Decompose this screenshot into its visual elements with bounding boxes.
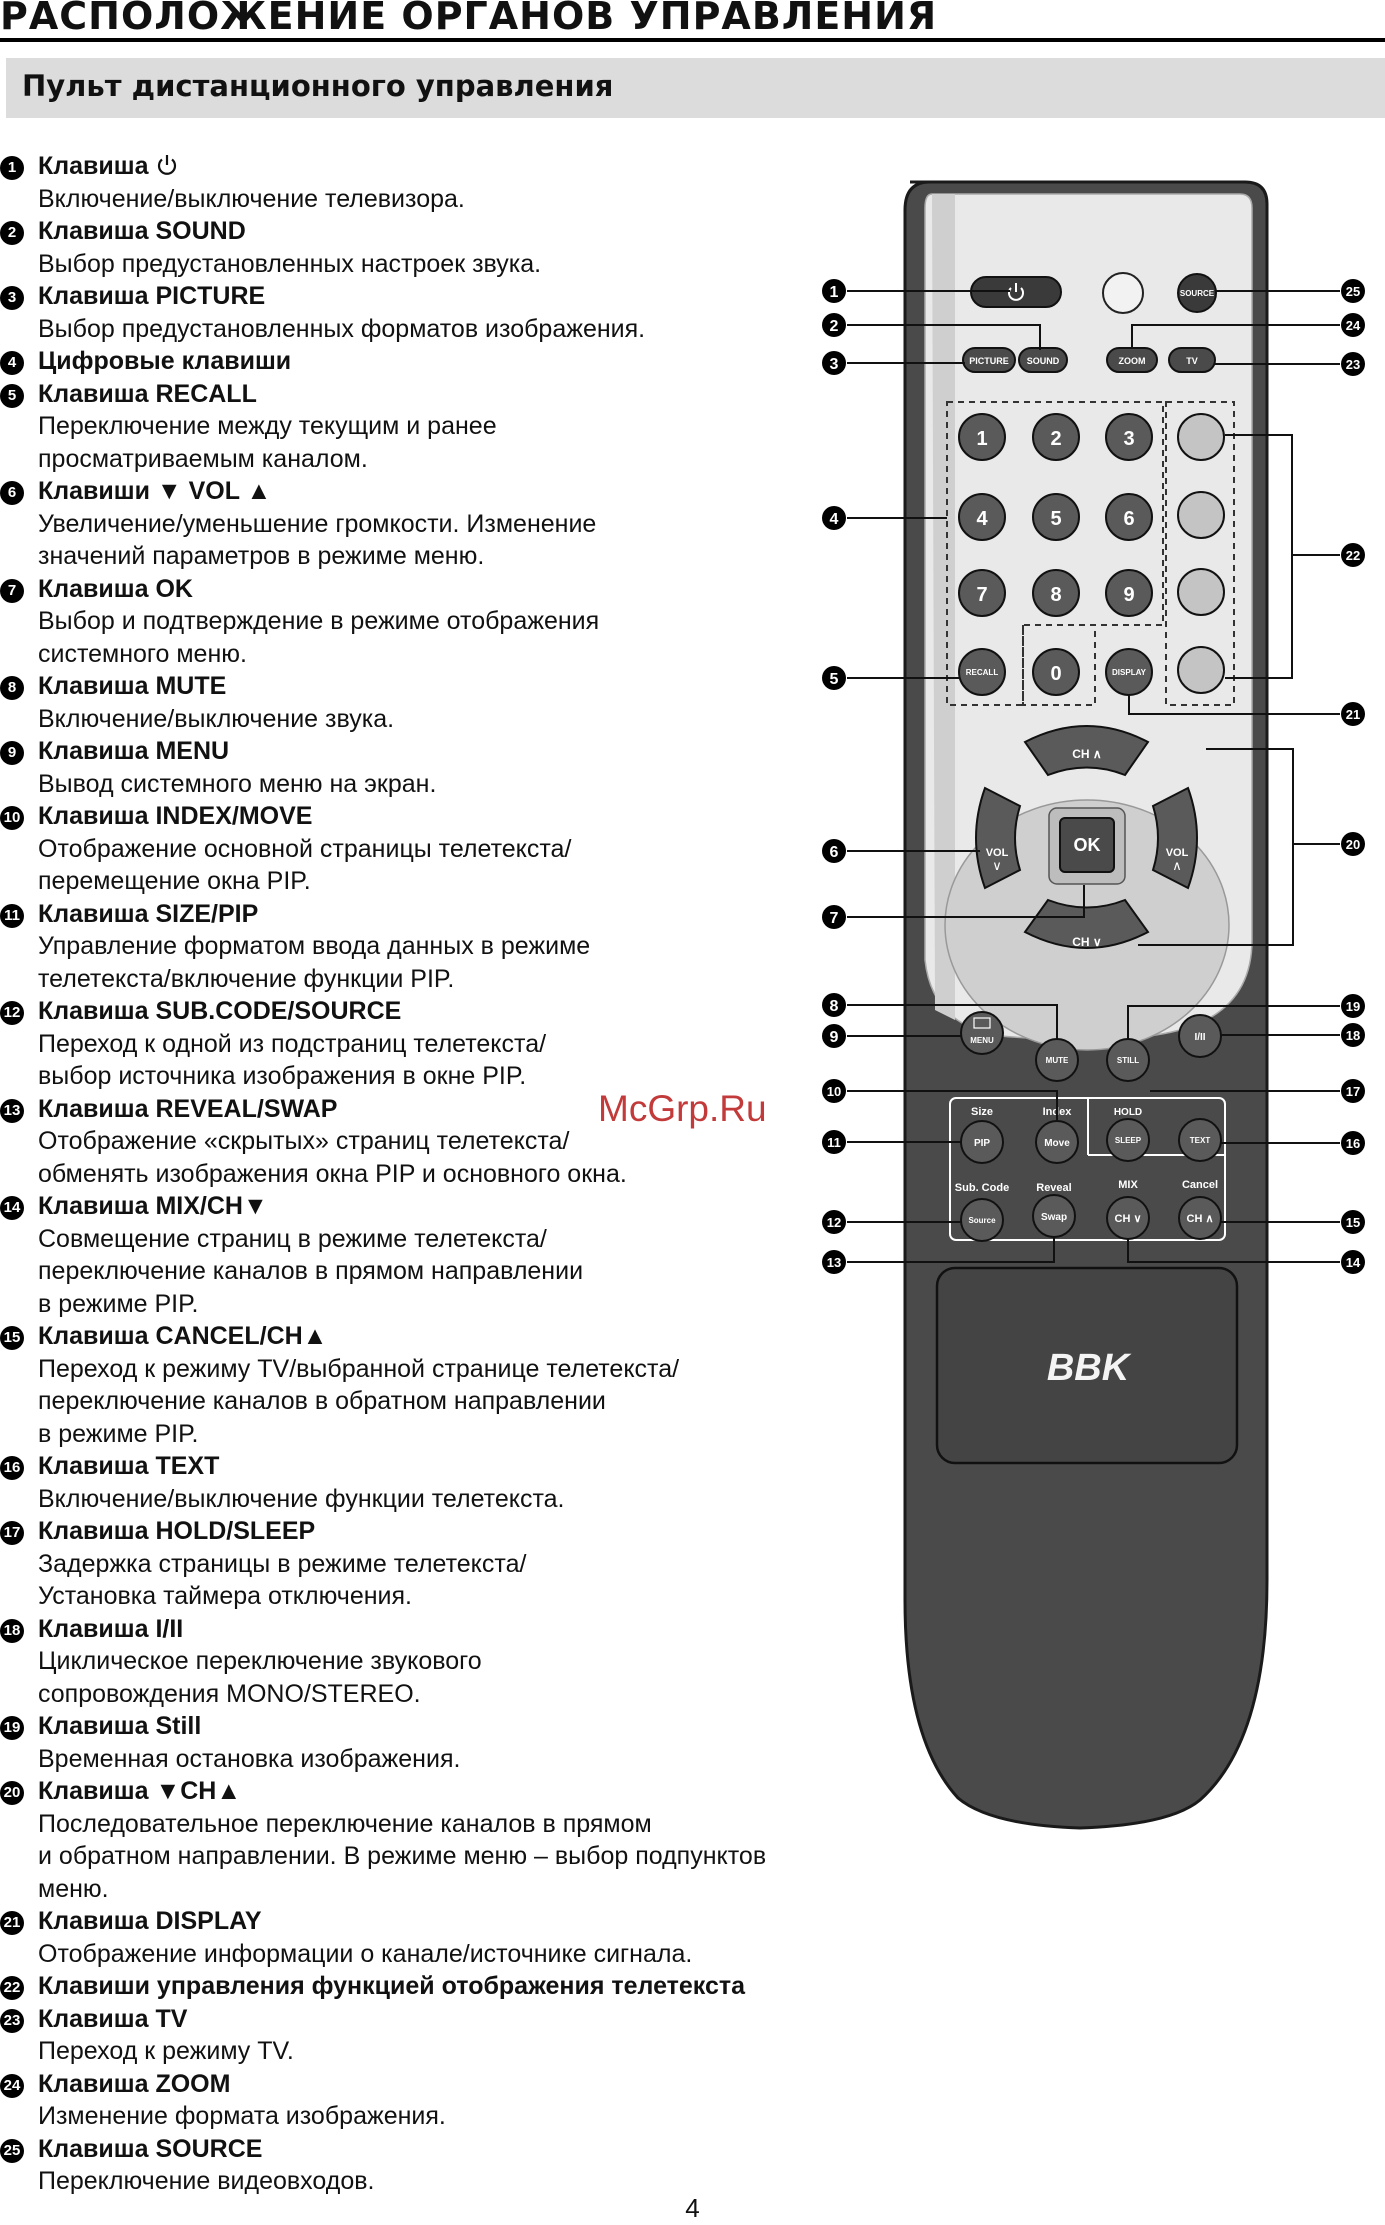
digit-7-label: 7: [976, 584, 988, 606]
digit-3-label: 3: [1123, 428, 1135, 450]
item-desc: Переход к режиму TV/выбранной странице телетекста/ переключение каналов в обратном направлении в режиме PIP.: [38, 1354, 680, 1448]
digit-1-label: 1: [976, 428, 988, 450]
pip-ch-down-label: CH ∨: [1114, 1213, 1142, 1225]
item-number: 17: [0, 1521, 24, 1545]
callout-12: 12: [826, 1215, 842, 1230]
vol-up-chevron-icon: ∧: [1172, 858, 1182, 873]
recall-label: RECALL: [965, 668, 999, 677]
item-title: Клавиша OK: [38, 574, 193, 603]
callout-24: 24: [1345, 318, 1361, 333]
list-item: [0, 1905, 820, 1970]
item-title: Клавиши управления функцией отображения телетекста: [38, 1972, 746, 2000]
controls-list: [0, 150, 820, 2198]
page-title: РАСПОЛОЖЕНИЕ ОРГАНОВ УПРАВЛЕНИЯ: [0, 0, 938, 38]
callout-8: 8: [829, 998, 839, 1015]
item-number: 8: [0, 676, 24, 700]
index-label: Index: [1042, 1106, 1072, 1118]
list-item: [0, 2003, 820, 2068]
pip-label: PIP: [973, 1138, 991, 1149]
teletext-button-4[interactable]: [1178, 647, 1224, 693]
list-item: [0, 670, 820, 735]
item-title: Клавиша MUTE: [38, 672, 227, 700]
item-desc: Циклическое переключение звукового сопровождения MONO/STEREO.: [38, 1647, 482, 1708]
blank-top-button[interactable]: [1103, 273, 1143, 313]
item-desc: Вывод системного меню на экран.: [38, 769, 437, 798]
watermark: McGrp.Ru: [598, 1088, 767, 1129]
list-item: [0, 1450, 820, 1515]
tv-label: TV: [1186, 356, 1198, 366]
item-title: Клавиши ▼ VOL ▲: [38, 477, 272, 505]
swap-label: Swap: [1040, 1212, 1068, 1223]
item-number: 1: [0, 156, 24, 180]
item-title: Клавиша SUB.CODE/SOURCE: [38, 997, 402, 1025]
display-label: DISPLAY: [1112, 668, 1146, 677]
item-desc: Выбор предустановленных форматов изображения.: [38, 314, 646, 343]
title-rule: [0, 38, 1385, 42]
item-title: Клавиша ▼CH▲: [38, 1777, 242, 1805]
item-title: Клавиша I/II: [38, 1614, 184, 1643]
item-desc: Временная остановка изображения.: [38, 1744, 461, 1773]
menu-label: MENU: [970, 1036, 994, 1045]
list-item: [0, 2133, 820, 2198]
section-header-bar: [6, 58, 1385, 118]
callout-19: 19: [1345, 999, 1361, 1014]
digit-4-label: 4: [976, 508, 988, 530]
item-number: 15: [0, 1326, 24, 1350]
item-desc: Включение/выключение телевизора.: [38, 184, 465, 213]
list-item: [0, 800, 820, 898]
item-number: 11: [0, 904, 24, 928]
picture-label: PICTURE: [969, 356, 1009, 366]
callout-13: 13: [826, 1255, 842, 1270]
item-title: Клавиша RECALL: [38, 379, 257, 408]
item-number: 10: [0, 806, 24, 830]
item-number: 3: [0, 286, 24, 310]
callout-1: 1: [829, 284, 839, 301]
item-desc: Переход к одной из подстраниц телетекста/ выбор источника изображения в окне PIP.: [38, 1029, 547, 1090]
hold-label: HOLD: [1113, 1107, 1143, 1118]
i-ii-label: I/II: [1194, 1032, 1206, 1043]
teletext-button-3[interactable]: [1178, 569, 1224, 615]
callout-17: 17: [1345, 1084, 1361, 1099]
list-item: [0, 573, 820, 671]
item-title: Клавиша SOURCE: [38, 2134, 263, 2163]
list-item: [0, 1775, 820, 1905]
text-label: TEXT: [1189, 1136, 1211, 1145]
cancel-label: Cancel: [1181, 1179, 1219, 1191]
item-number: 7: [0, 579, 24, 603]
item-number: 20: [0, 1781, 24, 1805]
item-title: Клавиша TV: [38, 2004, 188, 2033]
source-label: SOURCE: [1179, 289, 1215, 298]
callout-10: 10: [826, 1084, 842, 1099]
item-desc: Управление форматом ввода данных в режиме телетекста/включение функции PIP.: [38, 932, 591, 993]
move-label: Move: [1044, 1138, 1070, 1149]
item-title: Клавиша ZOOM: [38, 2069, 231, 2098]
vol-down-button[interactable]: [976, 788, 1020, 888]
callout-5: 5: [829, 671, 839, 688]
list-item: [0, 898, 820, 996]
item-desc: Последовательное переключение каналов в прямом и обратном направлении. В режиме меню – выбор подпунктов меню.: [38, 1809, 767, 1903]
digit-8-label: 8: [1050, 584, 1062, 606]
power-icon: [155, 153, 179, 177]
callout-11: 11: [827, 1135, 841, 1150]
callout-9: 9: [829, 1029, 839, 1046]
item-number: 14: [0, 1196, 24, 1220]
bbk-logo: BBK: [1046, 1347, 1130, 1389]
list-item: [0, 995, 820, 1093]
item-number: 21: [0, 1911, 24, 1935]
item-desc: Переключение видеовходов.: [38, 2167, 375, 2195]
sub-code-label: Sub. Code: [954, 1182, 1010, 1194]
item-title: Клавиша MENU: [38, 737, 230, 765]
item-number: 9: [0, 741, 24, 765]
callout-6: 6: [829, 844, 839, 861]
vol-down-chevron-icon: ∨: [992, 858, 1002, 873]
callout-23: 23: [1345, 357, 1361, 372]
item-title: Клавиша DISPLAY: [38, 1907, 262, 1935]
list-item: [0, 345, 820, 378]
item-number: 5: [0, 384, 24, 408]
callout-25: 25: [1345, 284, 1361, 299]
item-desc: Выбор предустановленных настроек звука.: [38, 249, 542, 278]
callout-20: 20: [1345, 837, 1361, 852]
list-item: [0, 475, 820, 573]
callout-2: 2: [829, 318, 839, 335]
vol-up-button[interactable]: [1153, 788, 1197, 888]
list-item: [0, 735, 820, 800]
list-item: [0, 280, 820, 345]
item-number: 19: [0, 1716, 24, 1740]
size-label: Size: [970, 1106, 994, 1118]
item-desc: Отображение «скрытых» страниц телетекста/ обменять изображения окна PIP и основного окна.: [38, 1127, 627, 1188]
list-item: [0, 1970, 820, 2003]
list-item: [0, 1613, 820, 1711]
item-number: 16: [0, 1456, 24, 1480]
item-desc: Переключение между текущим и ранее просматриваемым каналом.: [38, 412, 497, 473]
ok-label: OK: [1073, 835, 1101, 855]
item-number: 12: [0, 1001, 24, 1025]
ch-down-label: CH ∨: [1072, 935, 1102, 949]
teletext-button-1[interactable]: [1178, 414, 1224, 460]
item-title: Клавиша PICTURE: [38, 282, 266, 310]
item-number: 18: [0, 1619, 24, 1643]
reveal-label: Reveal: [1036, 1182, 1072, 1194]
mute-label: MUTE: [1045, 1056, 1069, 1065]
item-desc: Задержка страницы в режиме телетекста/ Установка таймера отключения.: [38, 1549, 527, 1610]
callout-3: 3: [829, 356, 839, 373]
callout-7: 7: [829, 910, 839, 927]
teletext-button-2[interactable]: [1178, 492, 1224, 538]
item-title: Клавиша SOUND: [38, 217, 246, 245]
item-desc: Включение/выключение функции телетекста.: [38, 1484, 565, 1513]
pip-ch-up-label: CH ∧: [1186, 1213, 1214, 1225]
item-number: 25: [0, 2139, 24, 2163]
section-title: Пульт дистанционного управления: [22, 69, 614, 103]
digit-5-label: 5: [1050, 508, 1062, 530]
vol-right-label: VOL: [1165, 847, 1189, 859]
list-item: [0, 1190, 820, 1320]
callout-15: 15: [1345, 1215, 1361, 1230]
item-title: Клавиша CANCEL/CH▲: [38, 1322, 328, 1350]
digit-9-label: 9: [1123, 584, 1135, 606]
mix-label: MIX: [1118, 1179, 1138, 1191]
digit-6-label: 6: [1123, 508, 1135, 530]
digit-0-label: 0: [1050, 663, 1062, 685]
list-item: [0, 150, 820, 215]
digit-2-label: 2: [1050, 428, 1062, 450]
zoom-label: ZOOM: [1118, 356, 1146, 366]
item-number: 24: [0, 2074, 24, 2098]
item-desc: Увеличение/уменьшение громкости. Изменение значений параметров в режиме меню.: [38, 509, 597, 570]
callout-16: 16: [1345, 1136, 1361, 1151]
sub-source-label: Source: [968, 1216, 996, 1225]
item-title: Клавиша TEXT: [38, 1452, 220, 1480]
item-title: Клавиша REVEAL/SWAP: [38, 1094, 338, 1123]
page-number: 4: [685, 2193, 700, 2223]
list-item: [0, 2068, 820, 2133]
sound-label: SOUND: [1026, 356, 1060, 366]
item-title: Цифровые клавиши: [38, 347, 292, 375]
item-title: Клавиша INDEX/MOVE: [38, 802, 313, 830]
list-item: [0, 1320, 820, 1450]
item-number: 6: [0, 481, 24, 505]
item-number: 22: [0, 1976, 24, 2000]
item-title: Клавиша HOLD/SLEEP: [38, 1517, 316, 1545]
callout-14: 14: [1345, 1255, 1361, 1270]
ch-up-label: CH ∧: [1072, 747, 1102, 761]
item-number: 23: [0, 2009, 24, 2033]
item-desc: Изменение формата изображения.: [38, 2102, 446, 2130]
item-number: 4: [0, 351, 24, 375]
callout-21: 21: [1345, 707, 1361, 722]
item-desc: Отображение основной страницы телетекста/ перемещение окна PIP.: [38, 834, 572, 895]
item-desc: Выбор и подтверждение в режиме отображения системного меню.: [38, 607, 600, 668]
list-item: [0, 1515, 820, 1613]
item-number: 2: [0, 221, 24, 245]
item-title: Клавиша MIX/CH▼: [38, 1192, 268, 1220]
callout-22: 22: [1345, 548, 1361, 563]
item-desc: Включение/выключение звука.: [38, 704, 395, 733]
callout-4: 4: [829, 511, 839, 528]
item-title: Клавиша Still: [38, 1712, 202, 1740]
sleep-label: SLEEP: [1114, 1136, 1142, 1145]
item-desc: Отображение информации о канале/источнике сигнала.: [38, 1939, 693, 1968]
list-item: [0, 1710, 820, 1775]
remote-control-diagram: [820, 180, 1365, 2120]
item-title: Клавиша SIZE/PIP: [38, 899, 259, 928]
callout-18: 18: [1345, 1028, 1361, 1043]
still-label: STILL: [1116, 1056, 1140, 1065]
item-title: Клавиша: [38, 152, 149, 180]
item-desc: Переход к режиму TV.: [38, 2037, 294, 2065]
item-desc: Совмещение страниц в режиме телетекста/ переключение каналов в прямом направлении в режиме PIP.: [38, 1224, 584, 1318]
item-number: 13: [0, 1099, 24, 1123]
list-item: [0, 378, 820, 476]
list-item: [0, 215, 820, 280]
vol-left-label: VOL: [985, 847, 1009, 859]
